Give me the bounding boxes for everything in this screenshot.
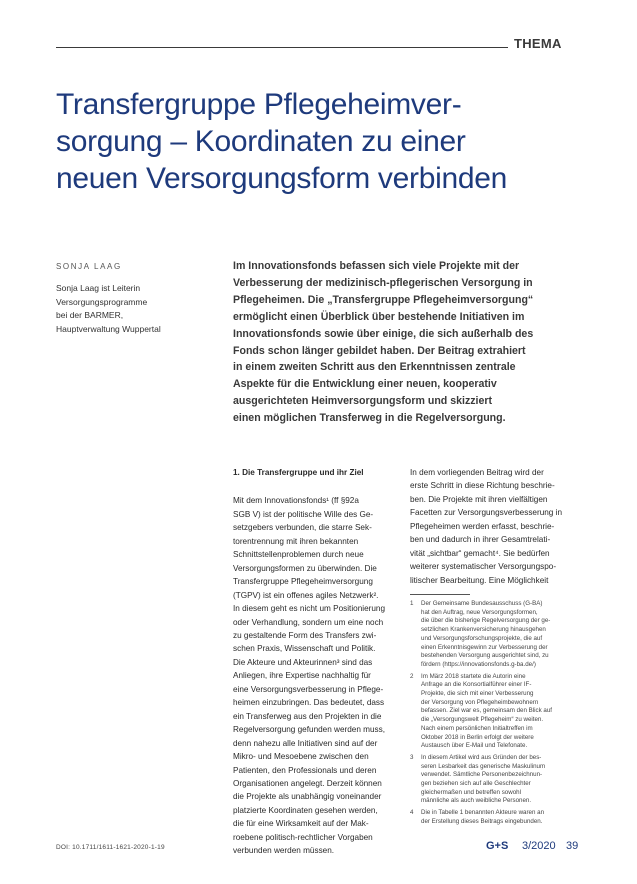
article-title <box>56 86 556 197</box>
body-line: heimen einzubringen. Das bedeutet, dass <box>233 698 385 708</box>
body-line: torentrennung mit ihren bekannten <box>233 536 359 546</box>
lead-line: einen möglichen Transferweg in die Regelversorgung. <box>233 412 506 425</box>
footnote-line: Projekte, die sich mit einer Verbesserung <box>421 690 534 698</box>
body-column-right <box>410 466 582 587</box>
footnote-line: befassen. Ziel war es, gemeinsam den Blick auf <box>421 707 553 715</box>
body-line: (TGPV) ist ein offenes agiles Netzwerk². <box>233 590 379 600</box>
lead-line: Verbesserung der medizinisch-pflegerischen Versorgung in <box>233 276 533 289</box>
body-line: In dem vorliegenden Beitrag wird der <box>410 468 544 477</box>
body-line: weiterer systematischer Versorgungspo- <box>410 562 557 572</box>
body-column-left <box>233 466 405 858</box>
footnote-number: 2 <box>410 672 414 680</box>
body-line: schen Praxis, Wissenschaft und Politik. <box>233 644 376 654</box>
footnote <box>410 809 582 826</box>
body-line: die Projekte als unabhängig voneinander <box>233 792 382 802</box>
footnotes <box>410 600 582 830</box>
body-line: Patienten, den Professionals und deren <box>233 765 377 775</box>
body-line: ben und dadurch in ihrer Gesamtrelati- <box>410 535 551 545</box>
lead-line: in einem zweiten Schritt aus den Erkenntnissen zentrale <box>233 361 516 374</box>
body-line: Die Akteure und Akteurinnen³ sind das <box>233 657 373 667</box>
header-rule <box>56 47 508 48</box>
body-line: Versorgungsformen zu überwinden. Die <box>233 563 377 573</box>
footnote-line: bestehenden Versorgung ausgerichtet sind, zu <box>421 652 549 660</box>
lead-line: Im Innovationsfonds befassen sich viele Projekte mit der <box>233 260 520 272</box>
title-line: neuen Versorgungsform verbinden <box>56 162 507 195</box>
footnote-number: 1 <box>410 600 414 607</box>
footnote-line: Anfrage an die Konsortialführer einer IF- <box>421 681 532 689</box>
lead-line: ermöglicht einen Überblick über bestehende Initiativen im <box>233 310 525 323</box>
author-bio <box>56 282 206 336</box>
title-line: Transfergruppe Pflegeheimver- <box>56 88 462 121</box>
footnote-rule <box>410 594 470 595</box>
author-bio-line: bei der BARMER, <box>56 310 124 320</box>
footnote-number: 4 <box>410 809 414 817</box>
lead-line: Innovationsfonds sowie über einige, die sich außerhalb des <box>233 327 534 340</box>
doi-reference: DOI: 10.1711/1611-1621-2020-1-19 <box>56 844 165 851</box>
body-line: erste Schritt in diese Richtung beschrie- <box>410 481 555 491</box>
body-line: ein Transferweg aus den Projekten in die <box>233 711 382 721</box>
footnote-line: In diesem Artikel wird aus Gründen der bes- <box>421 753 542 761</box>
footnote-line: der Versorgung von Pflegeheimbewohnern <box>421 698 539 706</box>
body-line: Facetten zur Versorgungsverbesserung in <box>410 508 563 518</box>
body-line: die für eine Wirksamkeit auf der Mak- <box>233 819 369 829</box>
body-line: platzierte Koordinaten gesehen werden, <box>233 805 378 815</box>
title-line: sorgung – Koordinaten zu einer <box>56 125 466 158</box>
body-line: Transfergruppe Pflegeheimversorgung <box>233 577 373 587</box>
issue-number: 3/2020 <box>522 840 556 852</box>
section-label: THEMA <box>514 36 562 51</box>
footnote-line: Im März 2018 startete die Autorin eine <box>421 672 526 680</box>
body-line: Pflegeheimen werden erfasst, beschrie- <box>410 521 555 531</box>
body-line: Schnittstellenproblemen durch neue <box>233 550 364 560</box>
body-line: zu gestaltende Form des Transfers zwi- <box>233 630 377 640</box>
footnote <box>410 600 582 670</box>
footnote-line: Nach einem persönlichen Initialtreffen im <box>421 724 533 732</box>
body-line: oder Verhandlung, sondern um eine noch <box>233 617 384 627</box>
footnote-line: Austausch über E-Mail und Telefonate. <box>421 742 528 750</box>
footnote-line: Oktober 2018 in Berlin erfolgt der weitere <box>421 733 534 741</box>
body-line: Mit dem Innovationsfonds¹ (ff §92a <box>233 496 359 506</box>
author-bio-line: Sonja Laag ist Leiterin <box>56 283 141 293</box>
body-line: SGB V) ist der politische Wille des Ge- <box>233 509 374 519</box>
footnote-line: die über die bisherige Regelversorgung der ge- <box>421 617 551 625</box>
body-line: Regelversorgung gefunden werden muss, <box>233 725 386 735</box>
body-line: roebene politisch-rechtlicher Vorgaben <box>233 832 373 842</box>
footnote-line: einen Erkenntnisgewinn zur Verbesserung der <box>421 643 548 651</box>
footnote-line: setzlichen Krankenversicherung hinausgehen <box>421 626 546 634</box>
body-line: Anliegen, ihre Expertise nachhaltig für <box>233 671 371 681</box>
lead-abstract <box>233 258 581 427</box>
footnote-line: verwendet. Sämtliche Personenbezeichnun- <box>421 771 543 779</box>
footnote-number: 3 <box>410 753 414 761</box>
footnote <box>410 673 582 751</box>
author-bio-line: Hauptverwaltung Wuppertal <box>56 323 161 334</box>
lead-line: Aspekte für die Entwicklung einer neuen, kooperativ <box>233 378 497 391</box>
footnote-line: der Erstellung dieses Beitrags eingebunden. <box>421 817 543 825</box>
author-bio-line: Versorgungsprogramme <box>56 296 148 307</box>
footnote-line: seren Lesbarkeit das generische Maskulinum <box>421 762 546 770</box>
footnote-line: gen beziehen sich auf alle Geschlechter <box>421 780 531 788</box>
body-line: litischer Bearbeitung. Eine Möglichkeit <box>410 575 549 585</box>
body-line: In diesem geht es nicht um Positionierung <box>233 604 386 614</box>
body-line: ben. Die Projekte mit ihren vielfältigen <box>410 494 548 504</box>
footnote-line: fördern (https://innovationsfonds.g-ba.de/) <box>421 660 536 668</box>
section-heading: 1. Die Transfergruppe und ihr Ziel <box>233 468 364 477</box>
footnote-line: hat den Auftrag, neue Versorgungsformen, <box>421 608 538 616</box>
footnote-line: und Versorgungsforschungsprojekte, die auf <box>421 634 543 642</box>
body-line: Mikro- und Mesoebene zwischen den <box>233 752 369 762</box>
footnote-line: die „Versorgungswelt Pflegeheim“ zu weiten. <box>421 716 544 724</box>
lead-line: Fonds schon länger gebildet haben. Der Beitrag extrahiert <box>233 344 526 357</box>
footnote-line: Der Gemeinsame Bundesausschuss (G-BA) <box>421 600 543 607</box>
body-line: denn nahezu alle Initiativen sind auf der <box>233 738 378 748</box>
footnote <box>410 754 582 806</box>
lead-line: ausgerichteten Heimversorgungsform und skizziert <box>233 395 493 408</box>
body-line: eine Versorgungsverbesserung in Pflege- <box>233 684 384 694</box>
body-line: setzgebers verbunden, die starre Sek- <box>233 523 372 533</box>
lead-line: Pflegeheimen. Die „Transfergruppe Pflegeheimversorgung“ <box>233 293 534 306</box>
author-name: SONJA LAAG <box>56 262 122 271</box>
footnote-line: männliche als auch weibliche Personen. <box>421 797 532 805</box>
page-number: 39 <box>566 840 579 852</box>
journal-logo: G+S <box>486 840 509 852</box>
body-line: vität „sichtbar“ gemacht⁴. Sie bedürfen <box>410 548 550 558</box>
footnote-line: gleichermaßen und betreffen sowohl <box>421 788 521 796</box>
footnote-line: Die in Tabelle 1 benannten Akteure waren an <box>421 809 545 817</box>
body-line: verbunden werden müssen. <box>233 846 335 856</box>
body-line: Organisationen angelegt. Derzeit können <box>233 778 382 788</box>
